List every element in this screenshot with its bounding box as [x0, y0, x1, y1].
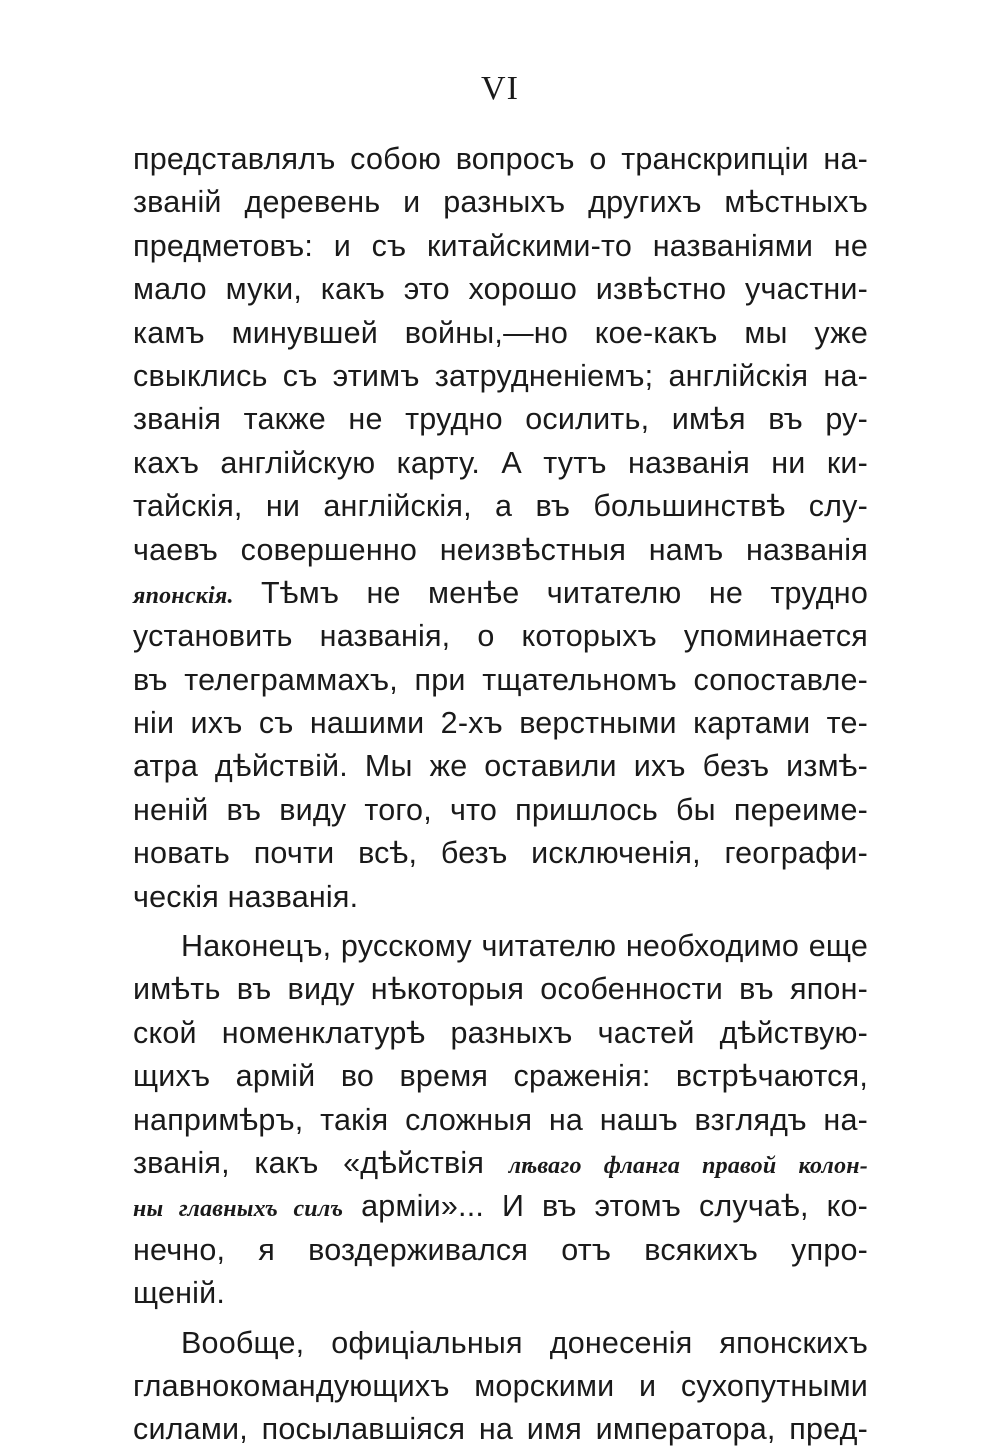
text-line: званія также не трудно осилить, имѣя въ ру-: [133, 402, 868, 437]
text-line: представлялъ собою вопросъ о транскрипціи на-: [133, 142, 868, 176]
text-run: званія, какъ «дѣйствія: [133, 1145, 509, 1180]
paragraph-1: [133, 138, 868, 919]
text-line-mixed: [133, 1185, 868, 1228]
paragraph-2: [133, 925, 868, 1316]
text-run: Тѣмъ не менѣе читателю не трудно: [233, 575, 868, 610]
text-line-mixed: [133, 572, 868, 615]
text-line: предметовъ: и съ китайскими-то названіями не: [133, 228, 868, 263]
text-line: камъ минувшей войны,—но кое-какъ мы уже: [133, 315, 868, 350]
page-number: VI: [481, 70, 519, 107]
text-line: нечно, я воздерживался отъ всякихъ упро-: [133, 1232, 868, 1267]
text-line: неній въ виду того, что пришлось бы переиме-: [133, 792, 868, 827]
body-text: [133, 138, 868, 1452]
text-run: арміи»... И въ этомъ случаѣ, ко-: [343, 1189, 869, 1224]
text-line: ской номенклатурѣ разныхъ частей дѣйствую-: [133, 1015, 868, 1050]
text-line: атра дѣйствій. Мы же оставили ихъ безъ измѣ-: [133, 749, 868, 784]
text-line: напримѣръ, такія сложныя на нашъ взглядъ на-: [133, 1102, 868, 1137]
text-line: главнокомандующихъ морскими и сухопутными: [133, 1368, 868, 1403]
text-line: званій деревень и разныхъ другихъ мѣстныхъ: [133, 185, 868, 220]
text-line: тайскія, ни англійскія, а въ большинствѣ слу-: [133, 489, 868, 524]
text-line: Наконецъ, русскому читателю необходимо еще: [181, 929, 868, 964]
text-line: ніи ихъ съ нашими 2-хъ верстными картами те-: [133, 706, 868, 741]
text-line: чаевъ совершенно неизвѣстныя намъ названія: [133, 532, 868, 567]
text-line: кахъ англійскую карту. А тутъ названія ни ки-: [133, 445, 868, 480]
text-line: свыклись съ этимъ затрудненіемъ; англійскія на-: [133, 358, 868, 393]
text-line: въ телеграммахъ, при тщательномъ сопоставле-: [133, 662, 868, 697]
paragraph-3: [133, 1322, 868, 1452]
emphasized-text: ны главныхъ силъ: [133, 1196, 344, 1223]
text-line-mixed: [133, 1142, 868, 1185]
text-line: силами, посылавшіяся на имя императора, пред-: [133, 1412, 868, 1447]
text-line: имѣть въ виду нѣкоторыя особенности въ япон-: [133, 972, 868, 1007]
text-line: новать почти всѣ, безъ исключенія, географи-: [133, 836, 868, 871]
text-line: щеній.: [133, 1276, 226, 1311]
text-line: щихъ армій во время сраженія: встрѣчаются,: [133, 1059, 868, 1094]
text-line: ческія названія.: [133, 879, 359, 914]
text-line: Вообще, офиціальныя донесенія японскихъ: [181, 1325, 868, 1360]
text-line: мало муки, какъ это хорошо извѣстно участни-: [133, 272, 868, 307]
text-line: установить названія, о которыхъ упоминается: [133, 619, 868, 654]
emphasized-text: японскія.: [133, 582, 234, 609]
emphasized-text: лѣваго фланга правой колон-: [508, 1152, 868, 1179]
